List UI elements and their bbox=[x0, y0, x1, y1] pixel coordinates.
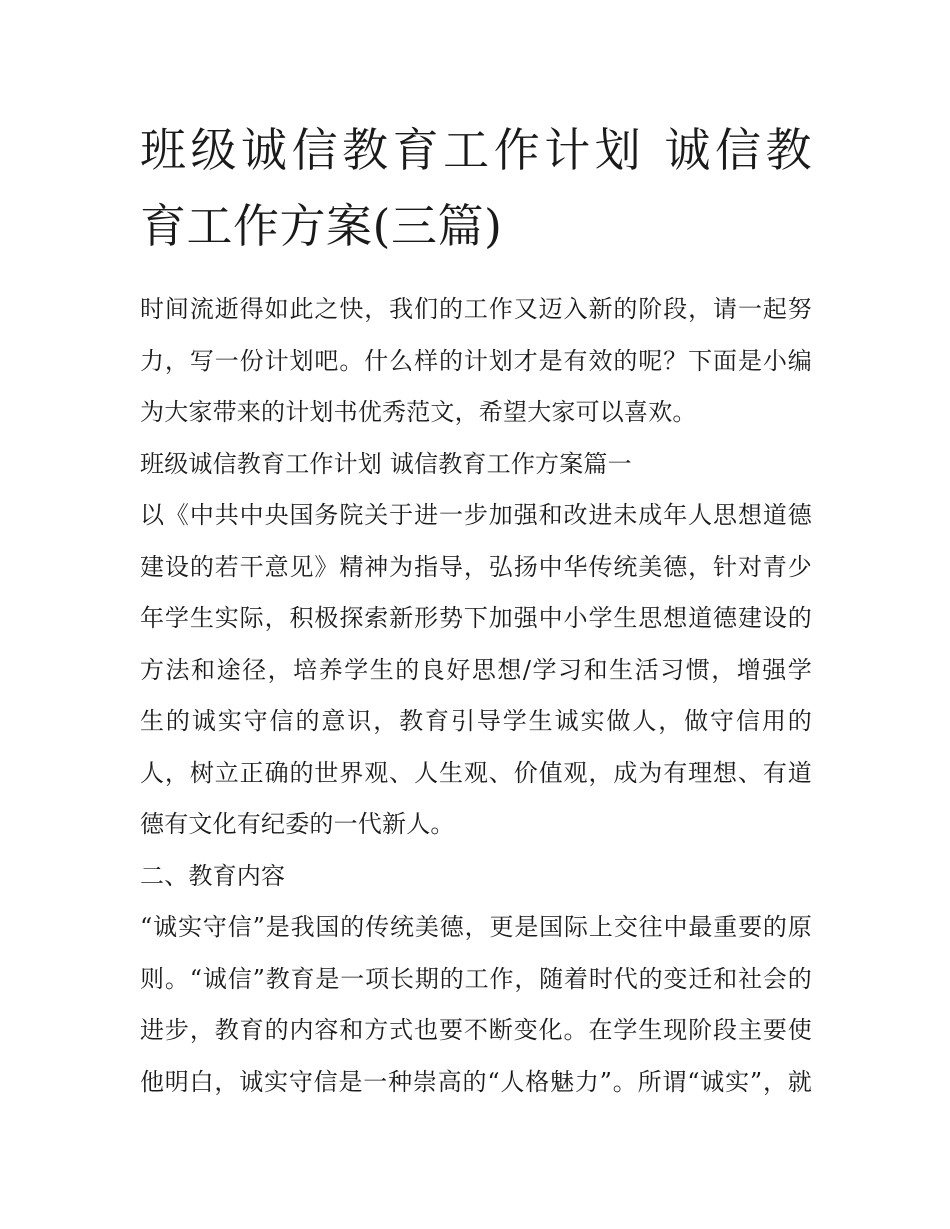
title-line: 育工作方案(三篇) bbox=[140, 199, 503, 253]
document-page bbox=[140, 112, 812, 1108]
text-line: 建设的若干意见》精神为指导，弘扬中华传统美德，针对青少 bbox=[140, 552, 812, 581]
text-line: 年学生实际，积极探索新形势下加强中小学生思想道德建设的 bbox=[140, 604, 812, 632]
document-title bbox=[140, 112, 812, 264]
text-line: 人，树立正确的世界观、人生观、价值观，成为有理想、有道 bbox=[140, 758, 812, 787]
document-body bbox=[140, 284, 812, 1108]
section-heading bbox=[140, 439, 812, 491]
text-line: 以《中共中央国务院关于进一步加强和改进未成年人思想道德 bbox=[140, 501, 812, 529]
text-line: 德有文化有纪委的一代新人。 bbox=[140, 810, 455, 838]
content-paragraph bbox=[140, 902, 812, 1108]
intro-paragraph bbox=[140, 284, 812, 439]
text-line: “诚实守信”是我国的传统美德，更是国际上交往中最重要的原 bbox=[140, 913, 812, 941]
text-line: 则。“诚信”教育是一项长期的工作，随着时代的变迁和社会的 bbox=[140, 964, 812, 993]
text-line: 二、教育内容 bbox=[140, 861, 286, 890]
text-line: 方法和途径，培养学生的良好思想/学习和生活习惯，增强学 bbox=[140, 655, 812, 684]
text-line: 时间流逝得如此之快，我们的工作又迈入新的阶段，请一起努 bbox=[140, 295, 812, 323]
text-line: 力，写一份计划吧。什么样的计划才是有效的呢？下面是小编 bbox=[140, 346, 812, 375]
text-line: 班级诚信教育工作计划 诚信教育工作方案篇一 bbox=[140, 449, 632, 478]
section-heading bbox=[140, 851, 812, 903]
text-line: 为大家带来的计划书优秀范文，希望大家可以喜欢。 bbox=[140, 398, 697, 426]
text-line: 进步，教育的内容和方式也要不断变化。在学生现阶段主要使 bbox=[140, 1016, 812, 1044]
title-line: 班级诚信教育工作计划 诚信教 bbox=[140, 123, 812, 177]
guideline-paragraph bbox=[140, 490, 812, 851]
text-line: 他明白，诚实守信是一种崇高的“人格魅力”。所谓“诚实”，就 bbox=[140, 1067, 812, 1096]
text-line: 生的诚实守信的意识，教育引导学生诚实做人，做守信用的 bbox=[140, 707, 812, 735]
